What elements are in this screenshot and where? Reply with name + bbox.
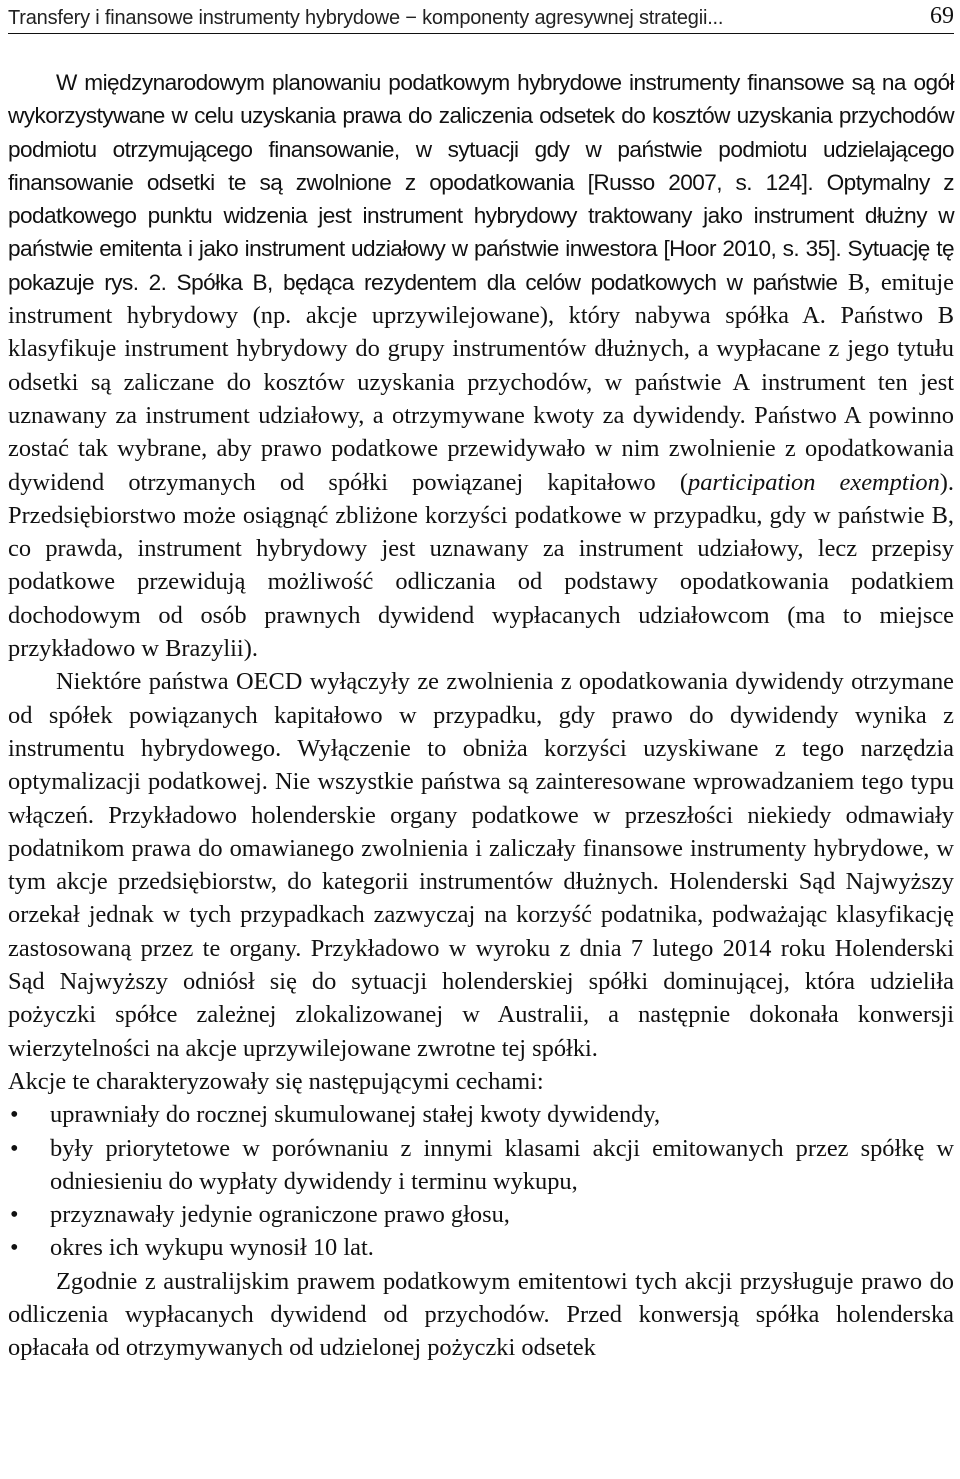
list-item-text: przyznawały jedynie ograniczone prawo głosu, [50, 1201, 510, 1229]
paragraph-australian-law: Zgodnie z australijskim prawem podatkowym emitentowi tych akcji przysługuje prawo do odliczenia wypłacanych dywidend od przychodów. Przed konwersją spółka holenderska opłacała od otrzymywanych od udzielonej pożyczki odsetek [8, 1267, 954, 1362]
paragraph-segment: W międzynarodowym planowaniu podatkowym hybrydowe instrumenty finansowe są na ogół wykorzystywane w celu uzyskania prawa do zaliczenia odsetek do kosztów uzyskania przychodów podmiotu otrzymującego finansowanie, w sytuacji gdy w państwie podmiotu udzielającego finansowanie odsetki te są zwolnione z opodatkowania [Russo 2007, s. 124]. Optymalny z podatkowego punktu widzenia jest instrument hybrydowy traktowany jako instrument dłużny w państwie emitenta i jako instrument udziałowy w państwie inwestora [Hoor 2010, s. 35]. Sytuację tę pokazuje rys. 2. Spółka B, będąca rezydentem dla celów podatkowych w państwie [8, 70, 954, 295]
bullet-icon: • [10, 1134, 19, 1162]
list-item [8, 1098, 954, 1131]
paragraph-segment: ). Przedsiębiorstwo może osiągnąć zbliżone korzyści podatkowe w przypadku, gdy w państwie B, co prawda, instrument hybrydowy jest uznawany za instrument udziałowy, lecz przepisy podatkowe przewidują możliwość odliczania od podstawy opodatkowania podatkiem dochodowym od osób prawnych dywidend wypłacanych udziałowcom (ma to miejsce przykładowo w Brazylii). [8, 468, 955, 663]
list-item-text: uprawniały do rocznej skumulowanej stałej kwoty dywidendy, [50, 1101, 661, 1129]
paragraph-shares-features: Akcje te charakteryzowały się następującymi cechami: [8, 1067, 544, 1095]
bullet-icon: • [10, 1201, 19, 1229]
list-item [8, 1198, 954, 1231]
paragraph-hybrid-instruments [8, 66, 954, 665]
running-header [8, 4, 954, 34]
running-title: Transfery i finansowe instrumenty hybrydowe − komponenty agresywnej strategii... [8, 7, 724, 29]
list-item-text: były priorytetowe w porównaniu z innymi klasami akcji emitowanych przez spółkę w odniesieniu do wypłaty dywidendy i terminu wykupu, [50, 1134, 954, 1195]
list-item [8, 1132, 954, 1199]
bullet-icon: • [10, 1101, 19, 1129]
features-list [8, 1098, 954, 1264]
paragraph-oecd: Niektóre państwa OECD wyłączyły ze zwolnienia z opodatkowania dywidendy otrzymane od spółek powiązanych kapitałowo w przypadku, gdy prawo do dywidendy wynika z instrumentu hybrydowego. Wyłączenie to obniża korzyści uzyskiwane z tego narzędzia optymalizacji podatkowej. Nie wszystkie państwa są zainteresowane wprowadzaniem tego typu włączeń. Przykładowo holenderskie organy podatkowe w przeszłości niekiedy odmawiały podatnikom prawa do omawianego zwolnienia i zaliczały finansowe instrumenty hybrydowe, w tym akcje przedsiębiorstw, do kategorii instrumentów dłużnych. Holenderski Sąd Najwyższy orzekał jednak w tych przypadkach zazwyczaj na korzyść podatnika, podważając klasyfikację zastosowaną przez te organy. Przykładowo w wyroku z dnia 7 lutego 2014 roku Holenderski Sąd Najwyższy odniósł się do sytuacji holenderskiej spółki dominującej, która udzieliła pożyczki spółce zależnej zlokalizowanej w Australii, a następnie dokonała konwersji wierzytelności na akcje uprzywilejowane zwrotne tej spółki. [8, 668, 954, 1062]
italic-term: participation exemption [688, 468, 940, 496]
paragraph-segment: B, emituje instrument hybrydowy (np. akcje uprzywilejowane), który nabywa spółka A. Państwo B klasyfikuje instrument hybrydowy do grupy instrumentów dłużnych, a wypłacane z jego tytułu odsetki są zaliczane do kosztów uzyskania przychodów, w państwie A instrument ten jest uznawany za instrument udziałowy, a otrzymywane kwoty za dywidendy. Państwo A powinno zostać tak wybrane, aby prawo podatkowe przewidywało w nim zwolnienie z opodatkowania dywidend otrzymanych od spółki powiązanej kapitałowo ( [8, 268, 954, 496]
list-item-text: okres ich wykupu wynosił 10 lat. [50, 1234, 374, 1262]
page-number: 69 [930, 3, 954, 29]
list-item [8, 1231, 954, 1264]
bullet-icon: • [10, 1234, 19, 1262]
body-text [8, 66, 954, 1365]
